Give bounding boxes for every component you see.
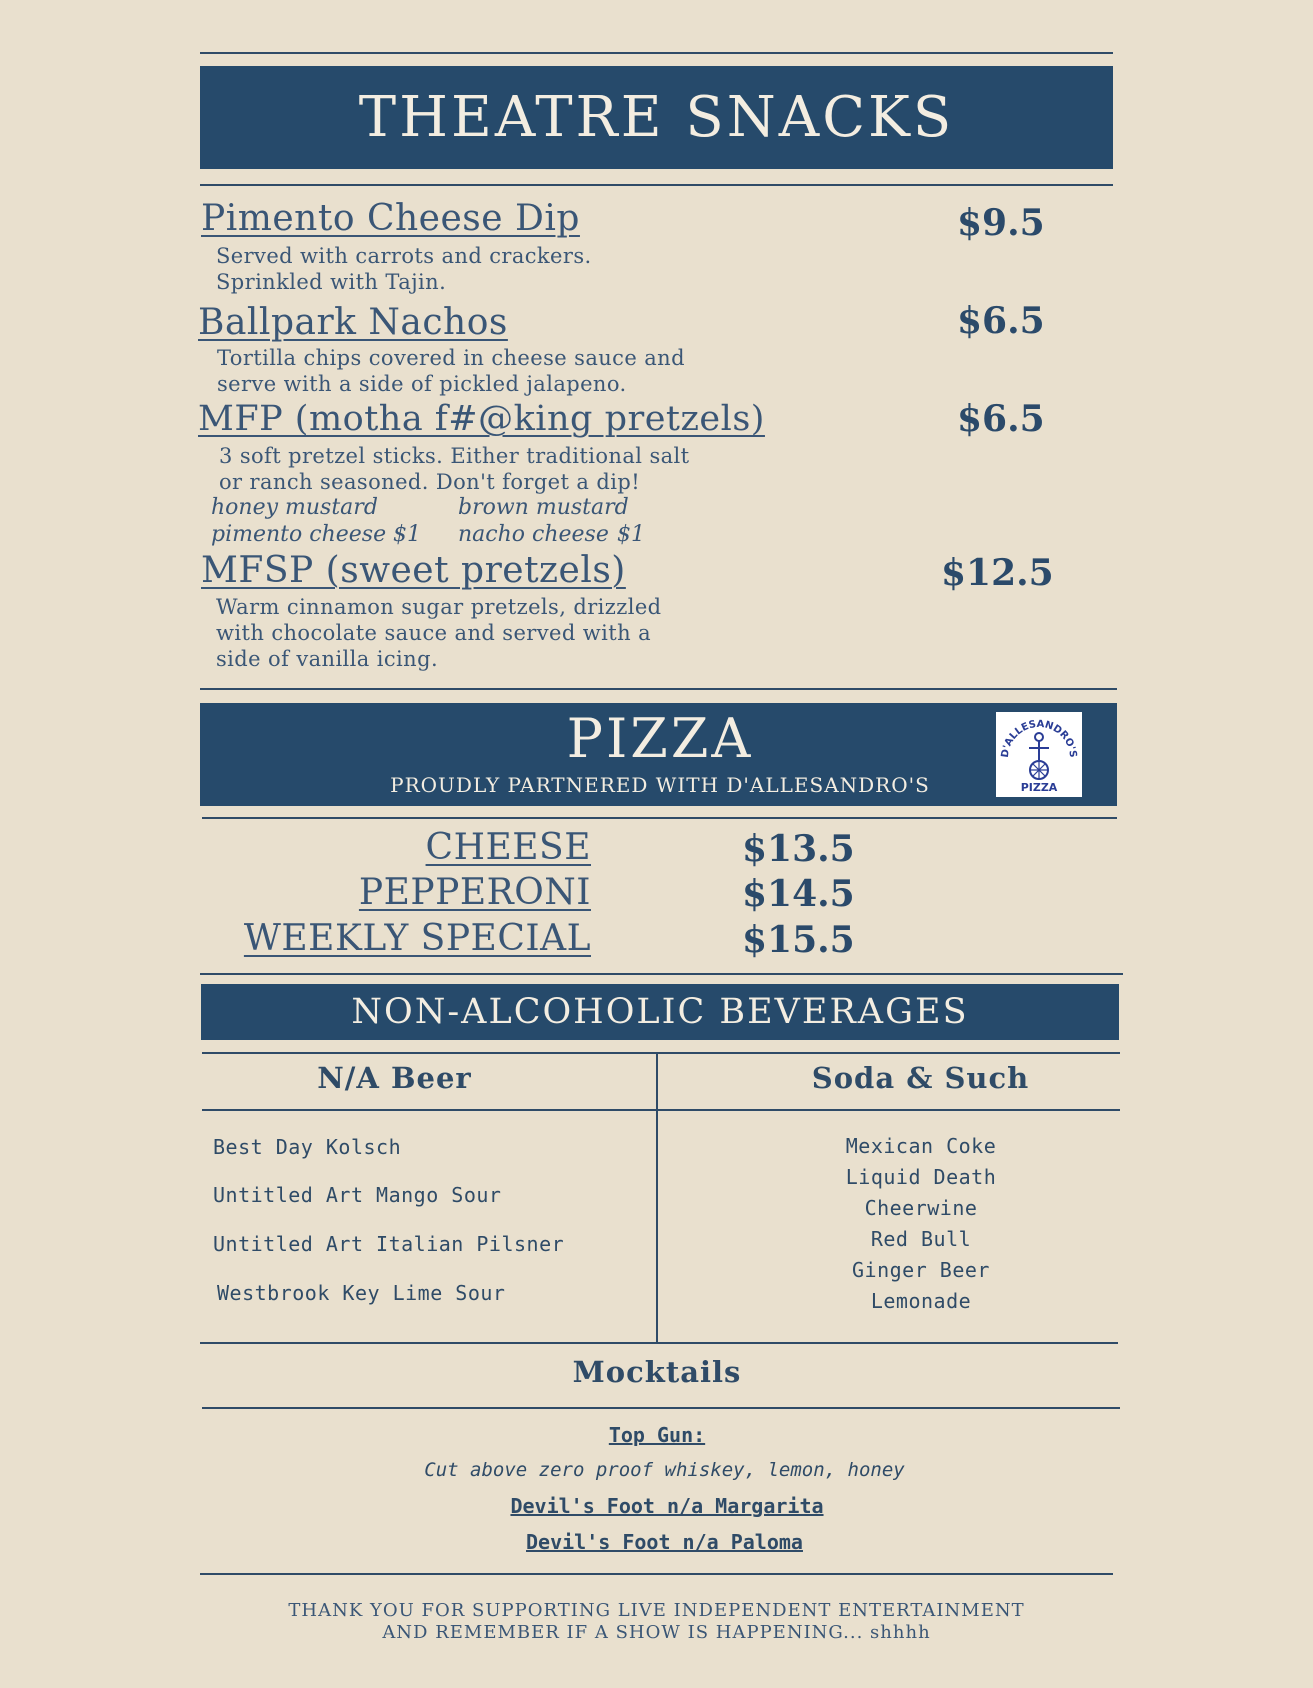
divider [200,52,1113,54]
footer-line: THANK YOU FOR SUPPORTING LIVE INDEPENDENT ENTERTAINMENT [288,1600,1025,1621]
pizza-item-price: $13.5 [742,828,855,870]
na-beer-item: Untitled Art Italian Pilsner [213,1232,565,1256]
menu-item-price: $9.5 [957,202,1045,244]
soda-item: Mexican Coke [845,1134,997,1158]
snacks-banner [200,66,1113,169]
pizza-item-price: $15.5 [742,919,855,961]
soda-item: Liquid Death [845,1165,997,1189]
pizza-item-price: $14.5 [742,873,855,915]
mocktail-name: Devil's Foot n/a Paloma [526,1530,803,1554]
beverages-banner [201,984,1119,1040]
menu-item-desc: 3 soft pretzel sticks. Either traditional salt or ranch seasoned. Don't forget a dip! [219,444,690,494]
soda-heading: Soda & Such [811,1061,1030,1095]
mocktail-name: Devil's Foot n/a Margarita [510,1494,824,1518]
column-divider [656,1053,658,1343]
divider [200,688,1117,690]
na-beer-item: Best Day Kolsch [213,1135,402,1159]
menu-item-name: MFP (motha f#@king pretzels) [198,399,765,439]
soda-item: Red Bull [870,1227,972,1251]
pizza-item-name: CHEESE [425,827,591,868]
menu-item-desc: Tortilla chips covered in cheese sauce and serve with a side of pickled jalapeno. [217,346,685,396]
divider [200,973,1123,975]
na-beer-item: Westbrook Key Lime Sour [217,1281,506,1305]
menu-item-desc: Warm cinnamon sugar pretzels, drizzled with chocolate sauce and served with a side of vanilla icing. [216,595,662,671]
pizza-item-name: WEEKLY SPECIAL [243,918,591,959]
divider [202,1052,1120,1054]
na-beer-item: Untitled Art Mango Sour [213,1183,502,1207]
snacks-title: THEATRE SNACKS [358,85,955,150]
svg-text:PIZZA: PIZZA [1020,781,1058,794]
mocktails-heading: Mocktails [572,1355,742,1389]
divider [202,1407,1120,1409]
dip-option: nacho cheese [458,522,609,547]
pizza-title: PIZZA [566,707,754,770]
divider [200,184,1113,186]
menu-item-price: $6.5 [957,398,1045,440]
footer-line: AND REMEMBER IF A SHOW IS HAPPENING... shhhh [382,1622,931,1643]
divider [200,1342,1118,1344]
pizza-subtitle: PROUDLY PARTNERED WITH D'ALLESANDRO'S [390,773,930,797]
pizza-logo [996,712,1082,797]
divider [202,817,1117,819]
dip-price: $1 [393,522,421,547]
footer [200,1600,1113,1644]
menu-item-price: $12.5 [941,552,1054,594]
pizza-banner [200,703,1117,806]
soda-item: Ginger Beer [852,1258,990,1282]
pizza-item-name: PEPPERONI [358,872,591,913]
menu-item-name: MFSP (sweet pretzels) [201,550,626,591]
menu-item-name: Ballpark Nachos [198,302,508,343]
divider [200,1573,1113,1575]
svg-text:D'ALLESANDRO'S: D'ALLESANDRO'S [999,718,1079,759]
pizza-logo-icon [996,712,1082,797]
dip-option: pimento cheese [211,522,387,547]
menu-item-name: Pimento Cheese Dip [201,198,580,239]
menu-item-price: $6.5 [957,300,1045,342]
menu-item-desc: Served with carrots and crackers. Sprinkled with Tajin. [216,244,592,294]
mocktail-name: Top Gun: [608,1423,706,1447]
soda-item: Cheerwine [864,1196,978,1220]
dip-option: brown mustard [458,495,629,520]
divider [202,1109,1120,1111]
dip-price: $1 [617,522,645,547]
na-beer-heading: N/A Beer [317,1061,472,1095]
soda-item: Lemonade [870,1289,972,1313]
mocktail-desc: Cut above zero proof whiskey, lemon, honey [424,1459,905,1481]
dip-option: honey mustard [211,495,378,520]
beverages-title: NON-ALCOHOLIC BEVERAGES [351,992,969,1032]
